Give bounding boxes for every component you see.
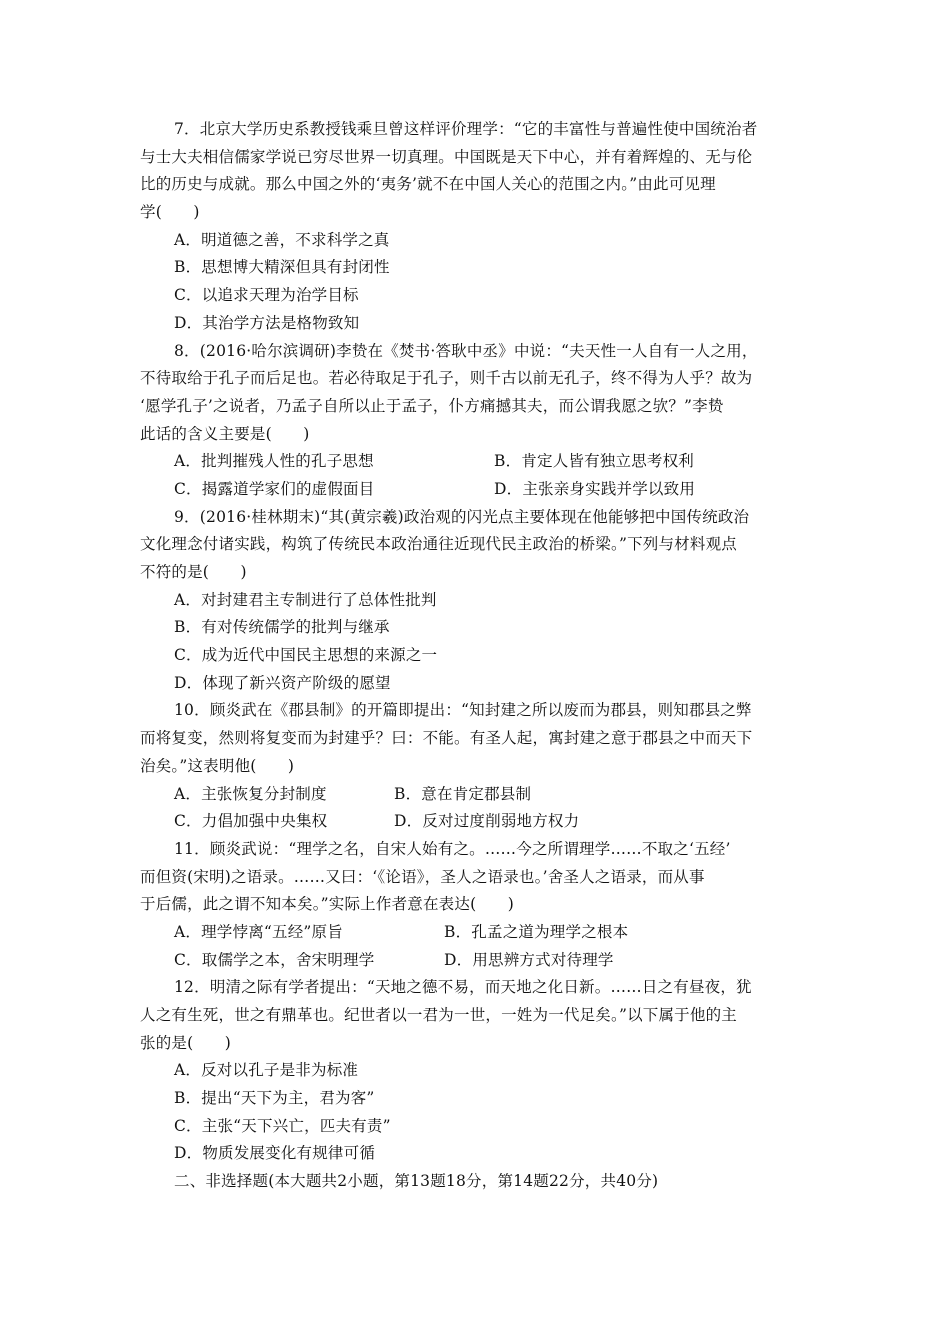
- option-d: D．物质发展变化有规律可循: [174, 1144, 376, 1163]
- section-heading: 二、非选择题(本大题共2小题，第13题18分，第14题22分，共40分): [174, 1172, 659, 1191]
- option-row: [140, 808, 816, 836]
- option-c: C．力倡加强中央集权: [174, 812, 328, 831]
- option-b: B．孔孟之道为理学之根本: [444, 922, 629, 941]
- question-text: 7．北京大学历史系教授钱乘旦曾这样评价理学：“它的丰富性与普遍性使中国统治者: [174, 120, 758, 138]
- option-b: B．有对传统儒学的批判与继承: [174, 618, 390, 637]
- option-d: D．主张亲身实践并学以致用: [494, 479, 696, 498]
- option-d: D．其治学方法是格物致知: [174, 313, 360, 332]
- question-text: 9．(2016·桂林期末)“其(黄宗羲)政治观的闪光点主要体现在他能够把中国传统政治: [174, 507, 750, 526]
- option-c: C．主张“天下兴亡，匹夫有责”: [174, 1116, 391, 1135]
- option-d: D．用思辨方式对待理学: [444, 950, 614, 969]
- question-text: 10．顾炎武在《郡县制》的开篇即提出：“知封建之所以废而为郡县，则知郡县之弊: [174, 701, 752, 720]
- option-row: [140, 947, 816, 975]
- question-8: [140, 338, 816, 504]
- question-text: 8．(2016·哈尔滨调研)李贽在《焚书·答耿中丞》中说：“夫天性一人自有一人之用，: [174, 341, 758, 360]
- option-a: A．对封建君主专制进行了总体性批判: [174, 590, 437, 609]
- question-text: 比的历史与成就。那么中国之外的‘夷务’就不在中国人关心的范围之内。”由此可见理: [140, 175, 716, 194]
- question-12: [140, 974, 816, 1168]
- question-text: 而但资(宋明)之语录。……又曰：‘《论语》，圣人之语录也。’舍圣人之语录，而从事: [140, 867, 705, 886]
- option-c: C．取儒学之本，舍宋明理学: [174, 950, 375, 969]
- question-text: 与士大夫相信儒家学说已穷尽世界一切真理。中国既是天下中心，并有着辉煌的、无与伦: [140, 147, 753, 166]
- option-b: B．思想博大精深但具有封闭性: [174, 258, 390, 277]
- question-text: 此话的含义主要是( ): [140, 424, 310, 443]
- question-text: 治矣。”这表明他( ): [140, 756, 295, 775]
- option-a: A．理学悖离“五经”原旨: [174, 922, 343, 941]
- question-text: 不待取给于孔子而后足也。若必待取足于孔子，则千古以前无孔子，终不得为人乎？故为: [140, 369, 753, 388]
- question-text: 文化理念付诸实践，构筑了传统民本政治通往近现代民主政治的桥梁。”下列与材料观点: [140, 535, 737, 554]
- question-text: 张的是( ): [140, 1033, 231, 1052]
- question-10: [140, 697, 816, 835]
- question-text: 学( ): [140, 203, 200, 222]
- option-c: C．以追求天理为治学目标: [174, 286, 359, 305]
- option-b: B．意在肯定郡县制: [394, 784, 532, 803]
- question-text: 人之有生死，世之有鼎革也。纪世者以一君为一世，一姓为一代足矣。”以下属于他的主: [140, 1006, 737, 1024]
- option-a: A．明道德之善，不求科学之真: [174, 230, 390, 249]
- option-b: B．肯定人皆有独立思考权利: [494, 452, 694, 471]
- question-text: 12．明清之际有学者提出：“天地之德不易，而天地之化日新。……日之有昼夜，犹: [174, 978, 752, 997]
- question-11: [140, 836, 816, 974]
- question-text: 而将复变，然则将复变而为封建乎？曰：不能。有圣人起，寓封建之意于郡县之中而天下: [140, 729, 753, 748]
- question-text: 不符的是( ): [140, 563, 247, 581]
- option-row: [140, 448, 816, 476]
- question-text: 11．顾炎武说：“理学之名，自宋人始有之。……今之所谓理学……不取之‘五经’: [174, 839, 731, 858]
- option-row: [140, 476, 816, 504]
- option-b: B．提出“天下为主，君为客”: [174, 1089, 375, 1108]
- question-text: 于后儒，此之谓不知本矣。”实际上作者意在表达( ): [140, 895, 514, 914]
- option-row: [140, 781, 816, 809]
- question-text: ‘愿学孔子’之说者，乃孟子自所以止于孟子，仆方痛撼其夫，而公谓我愿之欤？”李贽: [140, 396, 724, 415]
- option-a: A．批判摧残人性的孔子思想: [174, 452, 374, 471]
- question-7: [140, 116, 816, 338]
- option-row: [140, 919, 816, 947]
- question-9: [140, 504, 816, 698]
- option-c: C．成为近代中国民主思想的来源之一: [174, 646, 438, 665]
- option-a: A．主张恢复分封制度: [174, 784, 327, 803]
- option-c: C．揭露道学家们的虚假面目: [174, 479, 375, 498]
- option-d: D．体现了新兴资产阶级的愿望: [174, 673, 391, 692]
- exam-page: [140, 116, 816, 1196]
- option-d: D．反对过度削弱地方权力: [394, 812, 580, 831]
- option-a: A．反对以孔子是非为标准: [174, 1061, 359, 1080]
